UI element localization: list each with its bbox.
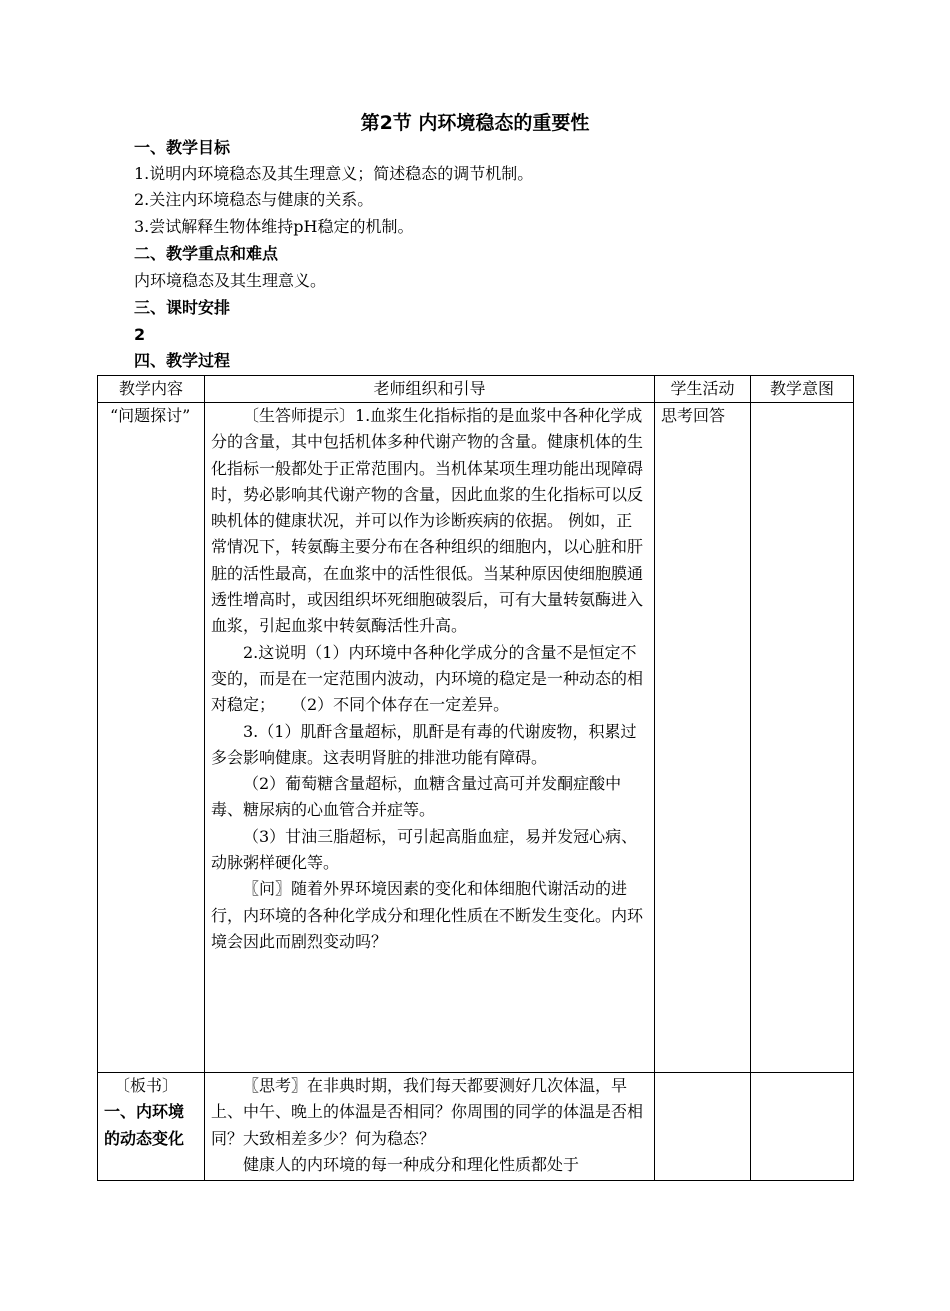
row2-guide	[205, 1073, 655, 1181]
objective-3: 3.尝试解释生物体维持pH稳定的机制。	[134, 217, 414, 236]
objective-2: 2.关注内环境稳态与健康的关系。	[134, 190, 374, 209]
page-title: 第2节 内环境稳态的重要性	[360, 112, 590, 134]
row1-intent	[751, 403, 854, 1073]
row2-content-cell	[98, 1073, 205, 1181]
guide-paragraph: 〖思考〗在非典时期，我们每天都要测好几次体温，早上、中午、晚上的体温是否相同？你周围的同学的体温是否相同？大致相差多少？何为稳态？	[211, 1076, 644, 1148]
header-intent: 教学意图	[751, 376, 854, 403]
section2-heading: 二、教学重点和难点	[134, 244, 279, 263]
guide-paragraph: 2.这说明（1）内环境中各种化学成分的含量不是恒定不变的，而是在一定范围内波动，内环境的稳定是一种动态的相对稳定； （2）不同个体存在一定差异。	[211, 642, 644, 715]
row2-intent	[751, 1073, 854, 1181]
header-activity: 学生活动	[655, 376, 751, 403]
table-row	[98, 1073, 854, 1181]
row1-content: “问题探讨”	[98, 403, 205, 1073]
guide-paragraph: 〔生答师提示〕1.血浆生化指标指的是血浆中各种化学成分的含量，其中包括机体多种代谢产物的含量。健康机体的生化指标一般都处于正常范围内。当机体某项生理功能出现障碍时，势必影响其代谢产物的含量，因此血浆的生化指标可以反映机体的健康状况，并可以作为诊断疾病的依据。 例如，正常情况下，转氨酶主要分布在各种组织的细胞内，以心脏和肝脏的活性最高，在血浆中的活性很低。当某种原因使细胞膜通透性增高时，或因组织坏死细胞破裂后，可有大量转氨酶进入血浆，引起血浆中转氨酶活性升高。	[211, 406, 644, 636]
teaching-process-table	[97, 375, 854, 1181]
table-header-row	[98, 376, 854, 403]
section3-heading: 三、课时安排	[134, 298, 231, 317]
header-guide: 老师组织和引导	[205, 376, 655, 403]
guide-paragraph: 健康人的内环境的每一种成分和理化性质都处于	[243, 1154, 580, 1174]
objective-1: 1.说明内环境稳态及其生理意义；简述稳态的调节机制。	[134, 164, 534, 183]
section3-text: 2	[134, 325, 146, 344]
table-row	[98, 403, 854, 1073]
row1-guide	[205, 403, 655, 1073]
guide-paragraph: 〖问〗随着外界环境因素的变化和体细胞代谢活动的进行，内环境的各种化学成分和理化性质在不断发生变化。内环境会因此而剧烈变动吗？	[211, 879, 644, 951]
row1-activity: 思考回答	[655, 403, 751, 1073]
row2-activity	[655, 1073, 751, 1181]
section1-heading: 一、教学目标	[134, 138, 231, 157]
guide-paragraph: （2）葡萄糖含量超标，血糖含量过高可并发酮症酸中毒、糖尿病的心血管合并症等。	[211, 774, 622, 820]
section2-text: 内环境稳态及其生理意义。	[134, 271, 327, 290]
row2-content: 一、内环境的动态变化	[104, 1102, 185, 1148]
header-content: 教学内容	[98, 376, 205, 403]
guide-paragraph: （3）甘油三脂超标，可引起高脂血症，易并发冠心病、动脉粥样硬化等。	[211, 826, 638, 873]
row2-label: 〔板书〕	[114, 1076, 179, 1095]
section4-heading: 四、教学过程	[134, 351, 231, 370]
guide-paragraph: 3.（1）肌酐含量超标，肌酐是有毒的代谢废物，积累过多会影响健康。这表明肾脏的排泄功能有障碍。	[211, 721, 637, 767]
